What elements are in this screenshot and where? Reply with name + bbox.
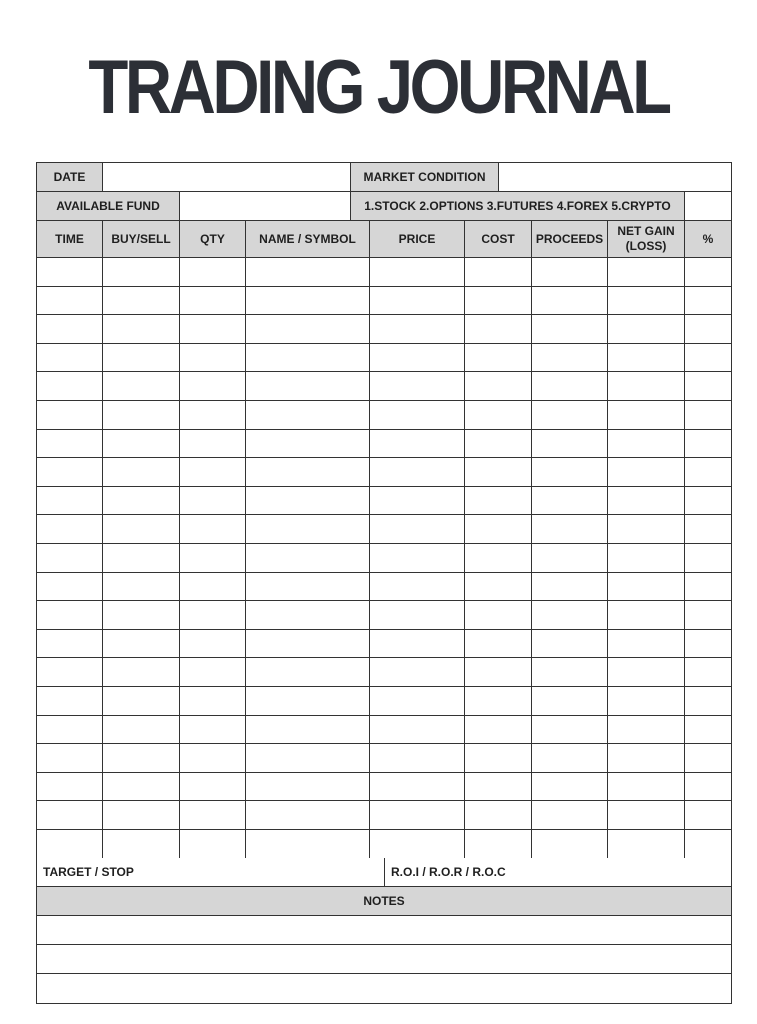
cell-net-gain[interactable]	[608, 687, 685, 715]
cell-proceeds[interactable]	[532, 315, 608, 343]
cell-name-symbol[interactable]	[246, 658, 370, 686]
cell-price[interactable]	[370, 687, 465, 715]
cell-price[interactable]	[370, 630, 465, 658]
cell-name-symbol[interactable]	[246, 744, 370, 772]
cell-proceeds[interactable]	[532, 801, 608, 829]
cell-proceeds[interactable]	[532, 716, 608, 744]
cell-net-gain[interactable]	[608, 315, 685, 343]
cell-net-gain[interactable]	[608, 287, 685, 315]
table-row	[37, 801, 731, 830]
cell-percent[interactable]	[685, 372, 731, 400]
cell-buy-sell[interactable]	[103, 515, 180, 543]
cell-qty[interactable]	[180, 372, 246, 400]
cell-cost[interactable]	[465, 687, 532, 715]
cell-price[interactable]	[370, 573, 465, 601]
cell-time[interactable]	[37, 401, 103, 429]
cell-proceeds[interactable]	[532, 401, 608, 429]
cell-qty[interactable]	[180, 315, 246, 343]
cell-time[interactable]	[37, 315, 103, 343]
cell-percent[interactable]	[685, 315, 731, 343]
cell-cost[interactable]	[465, 344, 532, 372]
col-buy-sell: BUY/SELL	[103, 221, 180, 257]
cell-name-symbol[interactable]	[246, 487, 370, 515]
col-price: PRICE	[370, 221, 465, 257]
cell-net-gain[interactable]	[608, 801, 685, 829]
cell-qty[interactable]	[180, 258, 246, 286]
cell-percent[interactable]	[685, 515, 731, 543]
cell-buy-sell[interactable]	[103, 344, 180, 372]
table-row	[37, 630, 731, 659]
note-line-field[interactable]	[37, 945, 731, 973]
cell-proceeds[interactable]	[532, 487, 608, 515]
cell-cost[interactable]	[465, 801, 532, 829]
journal-sheet	[36, 162, 732, 1004]
date-row	[37, 163, 731, 192]
cell-buy-sell[interactable]	[103, 287, 180, 315]
cell-proceeds[interactable]	[532, 258, 608, 286]
cell-qty[interactable]	[180, 658, 246, 686]
cell-proceeds[interactable]	[532, 630, 608, 658]
cell-proceeds[interactable]	[532, 372, 608, 400]
cell-price[interactable]	[370, 344, 465, 372]
notes-area	[37, 916, 731, 1003]
cell-buy-sell[interactable]	[103, 801, 180, 829]
table-row	[37, 830, 731, 859]
cell-time[interactable]	[37, 372, 103, 400]
cell-name-symbol[interactable]	[246, 716, 370, 744]
cell-net-gain[interactable]	[608, 487, 685, 515]
cell-time[interactable]	[37, 630, 103, 658]
cell-qty[interactable]	[180, 515, 246, 543]
cell-price[interactable]	[370, 544, 465, 572]
cell-qty[interactable]	[180, 544, 246, 572]
cell-proceeds[interactable]	[532, 658, 608, 686]
cell-time[interactable]	[37, 573, 103, 601]
cell-buy-sell[interactable]	[103, 773, 180, 801]
cell-percent[interactable]	[685, 658, 731, 686]
cell-price[interactable]	[370, 430, 465, 458]
market-condition-label: MARKET CONDITION	[351, 163, 499, 191]
cell-qty[interactable]	[180, 687, 246, 715]
col-name-symbol: NAME / SYMBOL	[246, 221, 370, 257]
cell-percent[interactable]	[685, 458, 731, 486]
available-fund-row	[37, 192, 731, 221]
cell-proceeds[interactable]	[532, 744, 608, 772]
cell-price[interactable]	[370, 287, 465, 315]
cell-cost[interactable]	[465, 287, 532, 315]
market-condition-field[interactable]	[499, 163, 731, 191]
cell-buy-sell[interactable]	[103, 744, 180, 772]
cell-qty[interactable]	[180, 830, 246, 859]
cell-name-symbol[interactable]	[246, 687, 370, 715]
cell-time[interactable]	[37, 830, 103, 859]
table-row	[37, 287, 731, 316]
cell-net-gain[interactable]	[608, 430, 685, 458]
date-label: DATE	[37, 163, 103, 191]
table-row	[37, 573, 731, 602]
table-row	[37, 544, 731, 573]
cell-price[interactable]	[370, 372, 465, 400]
cell-time[interactable]	[37, 744, 103, 772]
cell-name-symbol[interactable]	[246, 544, 370, 572]
cell-qty[interactable]	[180, 487, 246, 515]
table-row	[37, 744, 731, 773]
cell-buy-sell[interactable]	[103, 258, 180, 286]
cell-price[interactable]	[370, 487, 465, 515]
cell-net-gain[interactable]	[608, 658, 685, 686]
cell-net-gain[interactable]	[608, 544, 685, 572]
available-fund-label: AVAILABLE FUND	[37, 192, 180, 220]
cell-name-symbol[interactable]	[246, 372, 370, 400]
table-row	[37, 458, 731, 487]
cell-net-gain[interactable]	[608, 458, 685, 486]
cell-net-gain[interactable]	[608, 601, 685, 629]
cell-qty[interactable]	[180, 573, 246, 601]
cell-qty[interactable]	[180, 630, 246, 658]
cell-buy-sell[interactable]	[103, 716, 180, 744]
table-row	[37, 258, 731, 287]
cell-price[interactable]	[370, 258, 465, 286]
cell-time[interactable]	[37, 515, 103, 543]
cell-buy-sell[interactable]	[103, 544, 180, 572]
cell-proceeds[interactable]	[532, 687, 608, 715]
cell-buy-sell[interactable]	[103, 573, 180, 601]
cell-name-symbol[interactable]	[246, 287, 370, 315]
cell-net-gain[interactable]	[608, 344, 685, 372]
cell-percent[interactable]	[685, 258, 731, 286]
cell-price[interactable]	[370, 830, 465, 859]
cell-name-symbol[interactable]	[246, 773, 370, 801]
cell-net-gain[interactable]	[608, 744, 685, 772]
col-proceeds: PROCEEDS	[532, 221, 608, 257]
col-net-gain-line1: NET GAIN	[617, 224, 675, 238]
col-net-gain	[608, 221, 685, 257]
cell-price[interactable]	[370, 658, 465, 686]
cell-buy-sell[interactable]	[103, 458, 180, 486]
cell-buy-sell[interactable]	[103, 830, 180, 859]
cell-percent[interactable]	[685, 401, 731, 429]
cell-cost[interactable]	[465, 258, 532, 286]
cell-cost[interactable]	[465, 630, 532, 658]
col-qty: QTY	[180, 221, 246, 257]
cell-proceeds[interactable]	[532, 830, 608, 859]
cell-percent[interactable]	[685, 601, 731, 629]
cell-percent[interactable]	[685, 487, 731, 515]
cell-percent[interactable]	[685, 801, 731, 829]
cell-cost[interactable]	[465, 744, 532, 772]
cell-percent[interactable]	[685, 544, 731, 572]
cell-cost[interactable]	[465, 487, 532, 515]
cell-buy-sell[interactable]	[103, 430, 180, 458]
cell-qty[interactable]	[180, 458, 246, 486]
column-header-row	[37, 221, 731, 258]
col-time: TIME	[37, 221, 103, 257]
cell-cost[interactable]	[465, 430, 532, 458]
col-percent: %	[702, 232, 714, 246]
cell-percent[interactable]	[685, 430, 731, 458]
cell-time[interactable]	[37, 430, 103, 458]
cell-time[interactable]	[37, 344, 103, 372]
cell-time[interactable]	[37, 544, 103, 572]
cell-qty[interactable]	[180, 430, 246, 458]
cell-time[interactable]	[37, 458, 103, 486]
available-fund-field[interactable]	[180, 192, 351, 220]
col-net-gain-line2: (LOSS)	[625, 239, 667, 253]
table-row	[37, 601, 731, 630]
cell-price[interactable]	[370, 801, 465, 829]
cell-net-gain[interactable]	[608, 830, 685, 859]
cell-proceeds[interactable]	[532, 515, 608, 543]
trade-rows	[37, 258, 731, 858]
cell-proceeds[interactable]	[532, 601, 608, 629]
cell-proceeds[interactable]	[532, 544, 608, 572]
cell-name-symbol[interactable]	[246, 801, 370, 829]
cell-percent[interactable]	[685, 744, 731, 772]
cell-net-gain[interactable]	[608, 773, 685, 801]
cell-proceeds[interactable]	[532, 344, 608, 372]
cell-qty[interactable]	[180, 801, 246, 829]
cell-percent[interactable]	[685, 687, 731, 715]
cell-buy-sell[interactable]	[103, 630, 180, 658]
cell-time[interactable]	[37, 801, 103, 829]
table-row	[37, 658, 731, 687]
cell-name-symbol[interactable]	[246, 573, 370, 601]
cell-percent[interactable]	[685, 344, 731, 372]
table-row	[37, 487, 731, 516]
cell-price[interactable]	[370, 315, 465, 343]
cell-qty[interactable]	[180, 601, 246, 629]
page-title: TRADING JOURNAL	[88, 45, 669, 130]
cell-name-symbol[interactable]	[246, 630, 370, 658]
cell-price[interactable]	[370, 515, 465, 543]
cell-qty[interactable]	[180, 344, 246, 372]
table-row	[37, 716, 731, 745]
cell-buy-sell[interactable]	[103, 401, 180, 429]
col-cost: COST	[465, 221, 532, 257]
cell-percent[interactable]	[685, 773, 731, 801]
cell-time[interactable]	[37, 658, 103, 686]
cell-price[interactable]	[370, 744, 465, 772]
date-field[interactable]	[103, 163, 351, 191]
cell-cost[interactable]	[465, 372, 532, 400]
cell-name-symbol[interactable]	[246, 401, 370, 429]
table-row	[37, 372, 731, 401]
cell-proceeds[interactable]	[532, 458, 608, 486]
cell-qty[interactable]	[180, 773, 246, 801]
cell-net-gain[interactable]	[608, 573, 685, 601]
asset-type-field[interactable]	[685, 192, 731, 220]
cell-cost[interactable]	[465, 458, 532, 486]
cell-net-gain[interactable]	[608, 372, 685, 400]
cell-cost[interactable]	[465, 401, 532, 429]
cell-price[interactable]	[370, 401, 465, 429]
cell-buy-sell[interactable]	[103, 315, 180, 343]
cell-cost[interactable]	[465, 658, 532, 686]
asset-types-label: 1.STOCK 2.OPTIONS 3.FUTURES 4.FOREX 5.CRYPTO	[351, 192, 685, 220]
cell-percent[interactable]	[685, 716, 731, 744]
cell-cost[interactable]	[465, 544, 532, 572]
cell-percent[interactable]	[685, 287, 731, 315]
cell-name-symbol[interactable]	[246, 458, 370, 486]
cell-proceeds[interactable]	[532, 430, 608, 458]
cell-qty[interactable]	[180, 716, 246, 744]
cell-buy-sell[interactable]	[103, 487, 180, 515]
cell-time[interactable]	[37, 687, 103, 715]
table-row	[37, 401, 731, 430]
cell-name-symbol[interactable]	[246, 515, 370, 543]
cell-proceeds[interactable]	[532, 573, 608, 601]
table-row	[37, 515, 731, 544]
cell-net-gain[interactable]	[608, 401, 685, 429]
cell-price[interactable]	[370, 716, 465, 744]
cell-price[interactable]	[370, 601, 465, 629]
table-row	[37, 687, 731, 716]
cell-cost[interactable]	[465, 315, 532, 343]
cell-time[interactable]	[37, 258, 103, 286]
cell-net-gain[interactable]	[608, 515, 685, 543]
cell-cost[interactable]	[465, 716, 532, 744]
note-line[interactable]	[37, 916, 731, 945]
cell-name-symbol[interactable]	[246, 430, 370, 458]
cell-time[interactable]	[37, 487, 103, 515]
notes-label: NOTES	[363, 894, 405, 909]
cell-price[interactable]	[370, 458, 465, 486]
cell-name-symbol[interactable]	[246, 601, 370, 629]
target-stop-label: TARGET / STOP	[37, 858, 385, 886]
cell-name-symbol[interactable]	[246, 830, 370, 859]
cell-proceeds[interactable]	[532, 773, 608, 801]
cell-price[interactable]	[370, 773, 465, 801]
cell-net-gain[interactable]	[608, 258, 685, 286]
cell-name-symbol[interactable]	[246, 344, 370, 372]
cell-time[interactable]	[37, 287, 103, 315]
cell-buy-sell[interactable]	[103, 658, 180, 686]
cell-qty[interactable]	[180, 401, 246, 429]
cell-buy-sell[interactable]	[103, 601, 180, 629]
cell-net-gain[interactable]	[608, 630, 685, 658]
cell-percent[interactable]	[685, 830, 731, 859]
notes-header-row	[37, 887, 731, 916]
cell-time[interactable]	[37, 601, 103, 629]
cell-cost[interactable]	[465, 515, 532, 543]
cell-buy-sell[interactable]	[103, 372, 180, 400]
cell-time[interactable]	[37, 716, 103, 744]
table-row	[37, 315, 731, 344]
cell-name-symbol[interactable]	[246, 258, 370, 286]
cell-cost[interactable]	[465, 773, 532, 801]
cell-qty[interactable]	[180, 287, 246, 315]
cell-time[interactable]	[37, 773, 103, 801]
note-line-field[interactable]	[37, 974, 731, 1003]
note-line[interactable]	[37, 974, 731, 1003]
target-roi-row	[37, 858, 731, 887]
cell-percent[interactable]	[685, 573, 731, 601]
note-line-field[interactable]	[37, 916, 731, 944]
note-line[interactable]	[37, 945, 731, 974]
cell-net-gain[interactable]	[608, 716, 685, 744]
cell-qty[interactable]	[180, 744, 246, 772]
roi-label: R.O.I / R.O.R / R.O.C	[391, 865, 506, 880]
cell-cost[interactable]	[465, 601, 532, 629]
cell-name-symbol[interactable]	[246, 315, 370, 343]
table-row	[37, 430, 731, 459]
cell-percent[interactable]	[685, 630, 731, 658]
cell-cost[interactable]	[465, 573, 532, 601]
cell-buy-sell[interactable]	[103, 687, 180, 715]
cell-cost[interactable]	[465, 830, 532, 859]
cell-proceeds[interactable]	[532, 287, 608, 315]
table-row	[37, 344, 731, 373]
table-row	[37, 773, 731, 802]
